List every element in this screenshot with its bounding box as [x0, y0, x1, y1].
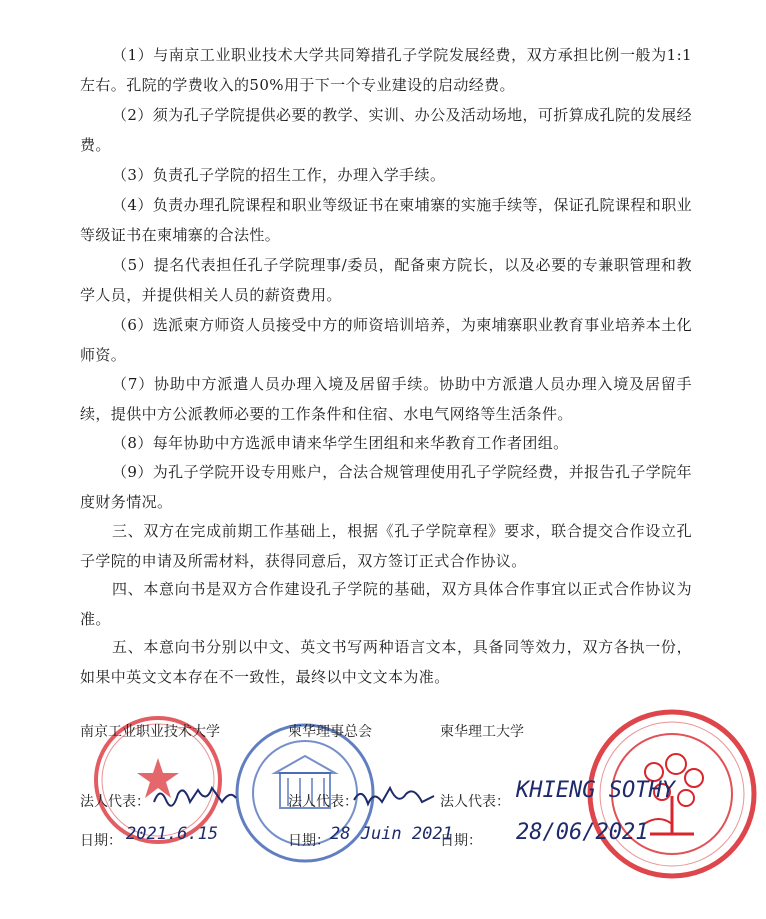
clause-1: （1）与南京工业职业技术大学共同筹措孔子学院发展经费，双方承担比例一般为1:1左右。孔院的学费收入的50%用于下一个专业建设的启动经费。	[80, 46, 692, 94]
clause-7: （7）协助中方派遣人员办理入境及居留手续。协助中方派遣人员办理入境及居留手续，提供中方公派教师必要的工作条件和住宿、水电气网络等生活条件。	[80, 375, 692, 423]
signature-name-3: KHIENG SOTHY	[516, 778, 675, 803]
rep-label-3: 法人代表：	[440, 794, 510, 810]
clause-8: （8）每年协助中方选派申请来华学生团组和来华教育工作者团组。	[112, 434, 569, 452]
org-nanjing: 南京工业职业技术大学	[80, 724, 220, 740]
rep-label-2: 法人代表：	[288, 794, 358, 810]
signature-mark-1	[150, 780, 240, 810]
clause-3: （3）负责孔子学院的招生工作，办理入学手续。	[112, 166, 446, 184]
date-label-2: 日期：	[288, 833, 330, 849]
org-university: 柬华理工大学	[440, 724, 524, 740]
date-value-1: 2021.6.15	[126, 824, 219, 844]
clause-9: （9）为孔子学院开设专用账户，合法合规管理使用孔子学院经费，并报告孔子学院年度财务情况。	[80, 463, 692, 511]
clause-4: （4）负责办理孔院课程和职业等级证书在柬埔寨的实施手续等，保证孔院课程和职业等级证书在柬埔寨的合法性。	[80, 196, 692, 244]
date-label-3: 日期：	[440, 833, 482, 849]
rep-label-1: 法人代表：	[80, 794, 150, 810]
signature-mark-2	[350, 782, 440, 812]
section-5: 五、本意向书分别以中文、英文书写两种语言文本，具备同等效力，双方各执一份，如果中英文文本存在不一致性，最终以中文文本为准。	[80, 638, 692, 686]
clause-5: （5）提名代表担任孔子学院理事/委员，配备柬方院长，以及必要的专兼职管理和教学人员，并提供相关人员的薪资费用。	[80, 256, 692, 304]
date-value-2: 28 Juin 2021	[330, 824, 453, 844]
date-label-1: 日期：	[80, 833, 122, 849]
clause-2: （2）须为孔子学院提供必要的教学、实训、办公及活动场地，可折算成孔院的发展经费。	[80, 106, 692, 154]
clause-6: （6）选派柬方师资人员接受中方的师资培训培养，为柬埔寨职业教育事业培养本土化师资。	[80, 316, 692, 364]
date-value-3: 28/06/2021	[516, 820, 649, 845]
section-4: 四、本意向书是双方合作建设孔子学院的基础，双方具体合作事宜以正式合作协议为准。	[80, 580, 692, 628]
section-3: 三、双方在完成前期工作基础上，根据《孔子学院章程》要求，联合提交合作设立孔子学院的申请及所需材料，获得同意后，双方签订正式合作协议。	[80, 522, 692, 570]
org-council: 柬华理事总会	[288, 724, 372, 740]
